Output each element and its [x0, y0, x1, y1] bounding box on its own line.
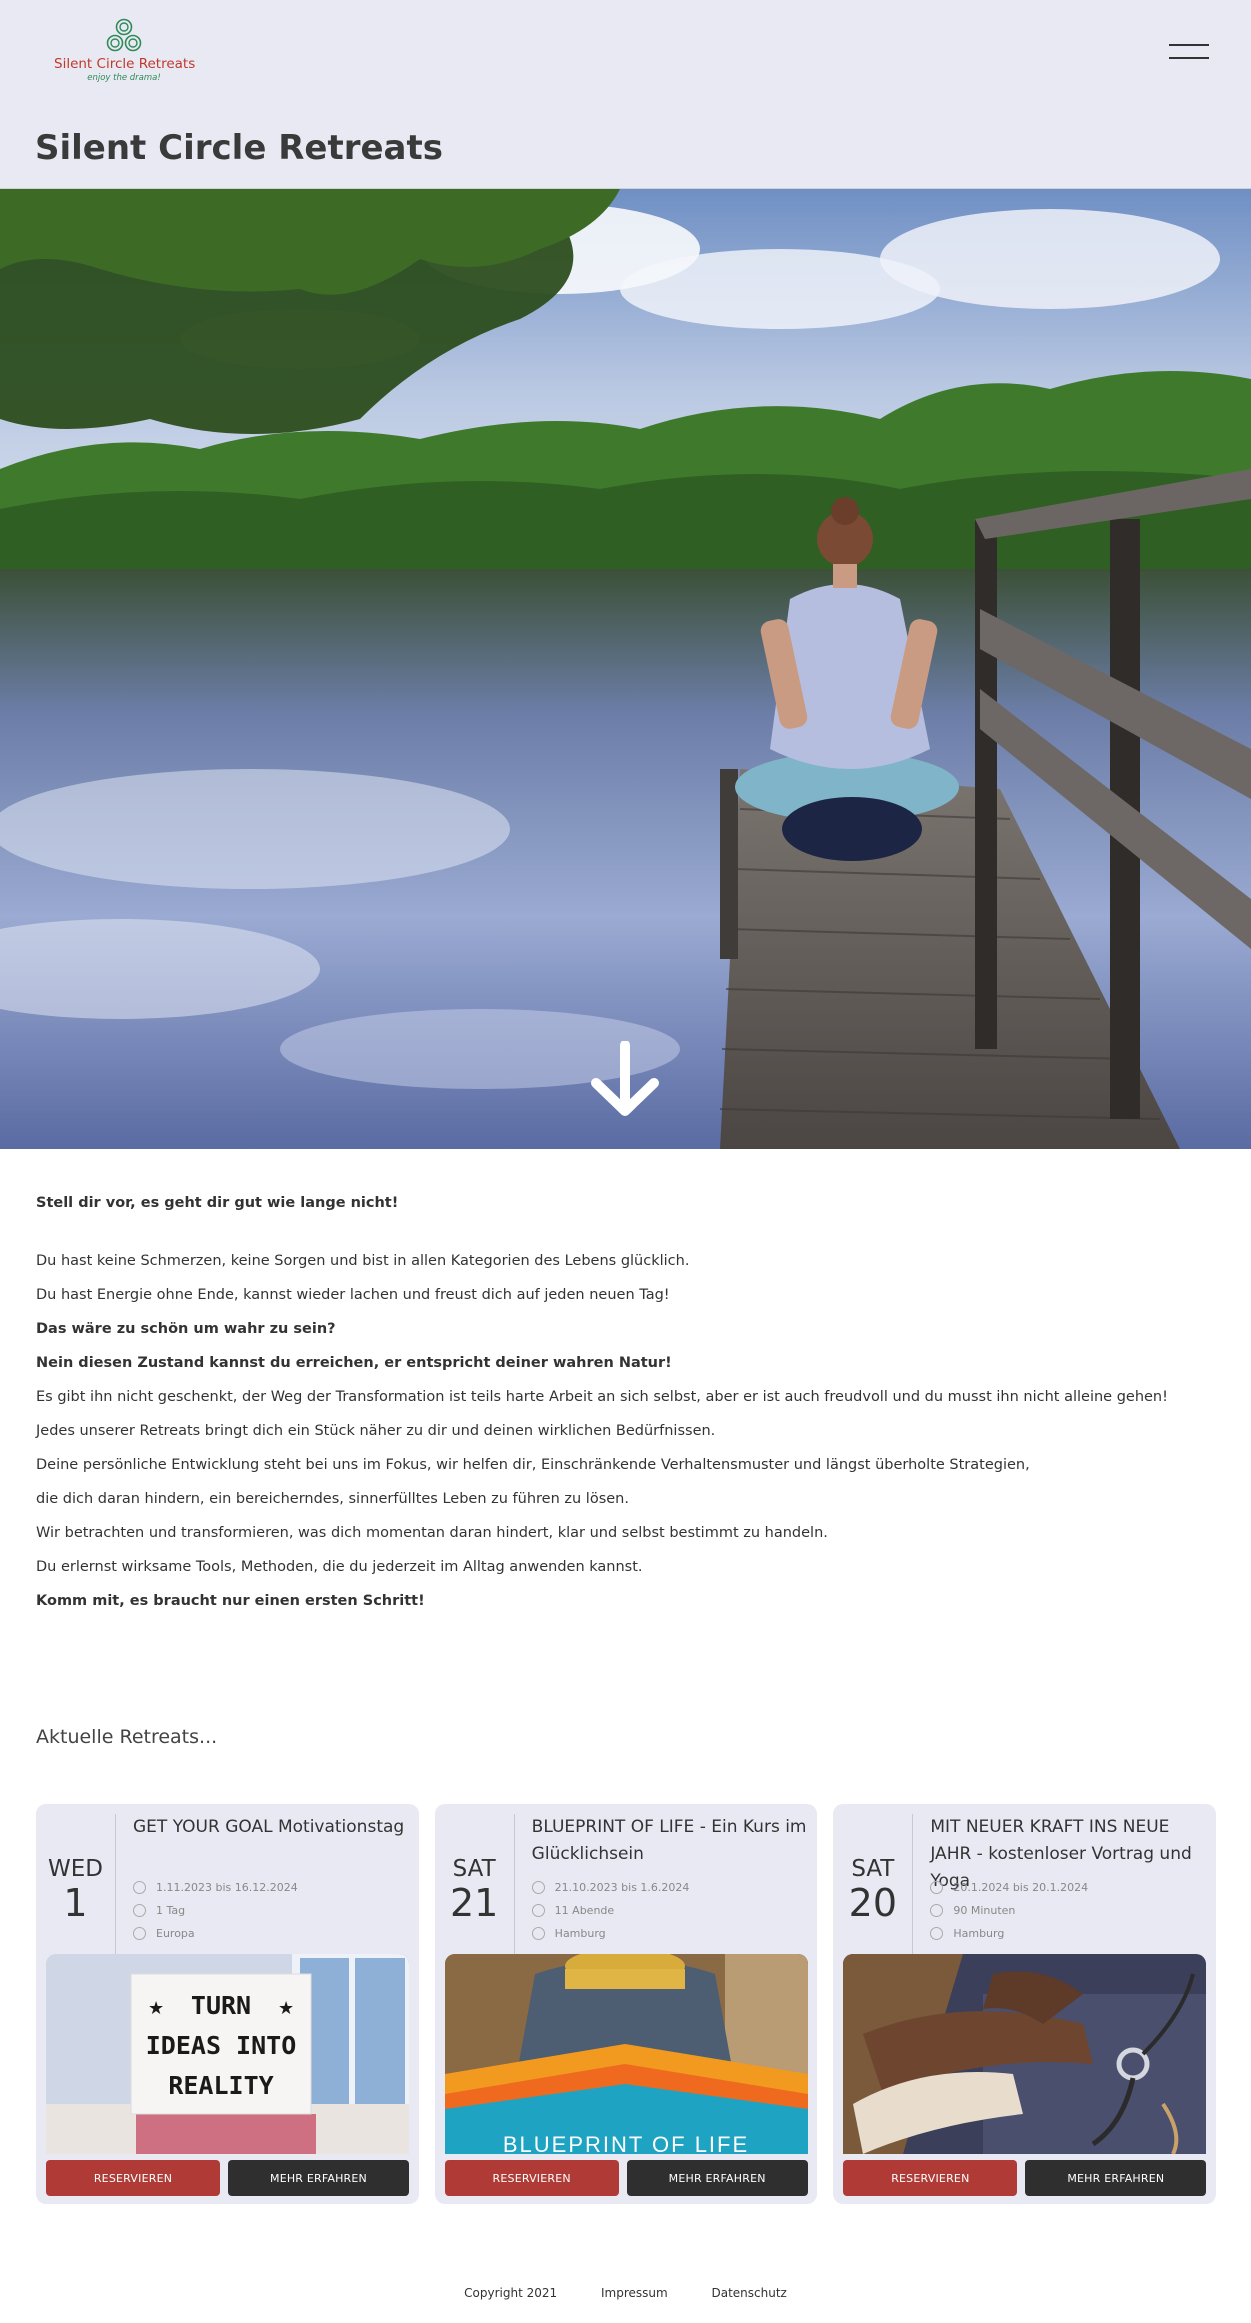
logo-tagline: enjoy the drama! — [87, 73, 161, 83]
intro-line: Du hast keine Schmerzen, keine Sorgen und bist in allen Kategorien des Lebens glücklich. — [36, 1253, 690, 1269]
intro-line: Du erlernst wirksame Tools, Methoden, die du jederzeit im Alltag anwenden kannst. — [36, 1559, 643, 1575]
card-title[interactable]: MIT NEUER KRAFT INS NEUE JAHR - kostenloser Vortrag und Yoga — [930, 1817, 1192, 1891]
intro-line: Wir betrachten und transformieren, was dich momentan daran hindert, klar und selbst bestimmt zu handeln. — [36, 1525, 828, 1541]
image-text-line: TURN — [190, 1991, 252, 2020]
logo-brand-text: Silent Circle Retreats — [54, 56, 196, 72]
retreats-heading: Aktuelle Retreats... — [36, 1726, 218, 1748]
location-icon — [930, 1927, 943, 1940]
intro-line: Deine persönliche Entwicklung steht bei uns im Fokus, wir helfen dir, Einschränkende Verhaltensmuster und längst überholte Strategien, — [36, 1457, 1030, 1473]
intro-line: Komm mit, es braucht nur einen ersten Schritt! — [36, 1593, 425, 1609]
card-dates — [930, 1876, 1210, 1899]
card-location-text: Hamburg — [953, 1927, 1005, 1940]
card-location-text: Europa — [156, 1927, 195, 1940]
card-actions — [445, 2160, 808, 2196]
card-location-text: Hamburg — [554, 1927, 606, 1940]
intro-line: Nein diesen Zustand kannst du erreichen, er entspricht deiner wahren Natur! — [36, 1355, 672, 1371]
card-duration-text: 90 Minuten — [953, 1904, 1016, 1917]
location-icon — [133, 1927, 146, 1940]
intro-line: Du hast Energie ohne Ende, kannst wieder lachen und freust dich auf jeden neuen Tag! — [36, 1287, 670, 1303]
card-day: 1 — [63, 1881, 88, 1925]
hamburger-menu-icon[interactable] — [1169, 44, 1209, 66]
image-text-line: IDEAS INTO — [145, 2031, 297, 2060]
medical-photo — [843, 1954, 1206, 2154]
clock-icon — [133, 1904, 146, 1917]
card-duration — [133, 1899, 413, 1922]
card-duration-text: 1 Tag — [156, 1904, 186, 1917]
card-duration — [532, 1899, 812, 1922]
lake-meditation-photo — [0, 189, 1251, 1149]
spacer — [36, 1220, 1215, 1244]
lightbox-sign-photo — [46, 1954, 409, 2154]
card-title[interactable]: BLUEPRINT OF LIFE - Ein Kurs im Glücklichsein — [531, 1817, 807, 1864]
reserve-button[interactable]: RESERVIEREN — [445, 2160, 619, 2196]
card-image[interactable] — [843, 1954, 1206, 2154]
menu-line — [1169, 44, 1209, 46]
card-day: 21 — [449, 1881, 499, 1925]
card-location — [930, 1922, 1210, 1945]
card-location — [532, 1922, 812, 1945]
intro-line: Es gibt ihn nicht geschenkt, der Weg der Transformation ist teils harte Arbeit an sich selbst, aber er ist auch freudvoll und du musst ihn nicht alleine gehen! — [36, 1389, 1168, 1405]
card-date — [435, 1814, 515, 1955]
footer-datenschutz-link[interactable]: Datenschutz — [711, 2286, 787, 2300]
retreat-card — [435, 1804, 818, 2204]
retreat-cards — [36, 1804, 1216, 2204]
clock-icon — [532, 1904, 545, 1917]
retreat-card — [833, 1804, 1216, 2204]
card-dates-text: 21.10.2023 bis 1.6.2024 — [554, 1881, 690, 1894]
triskele-logo-icon — [104, 18, 144, 54]
card-weekday: WED — [48, 1856, 103, 1882]
location-icon — [532, 1927, 545, 1940]
card-image[interactable] — [46, 1954, 409, 2154]
learn-more-button[interactable]: MEHR ERFAHREN — [228, 2160, 409, 2196]
blueprint-photo — [445, 1954, 808, 2154]
card-duration-text: 11 Abende — [554, 1904, 615, 1917]
intro-lead: Stell dir vor, es geht dir gut wie lange nicht! — [36, 1195, 399, 1211]
card-dates — [133, 1876, 413, 1899]
site-header — [0, 0, 1251, 189]
intro-line: Jedes unserer Retreats bringt dich ein Stück näher zu dir und deinen wirklichen Bedürfnissen. — [36, 1423, 716, 1439]
card-image[interactable] — [445, 1954, 808, 2154]
page-title: Silent Circle Retreats — [35, 128, 443, 168]
intro-line: die dich daran hindern, ein bereicherndes, sinnerfülltes Leben zu führen zu lösen. — [36, 1491, 629, 1507]
card-info — [930, 1814, 1210, 1945]
image-text-line: BLUEPRINT OF LIFE — [502, 2132, 749, 2154]
card-date — [833, 1814, 913, 1955]
hero-image — [0, 189, 1251, 1149]
site-footer — [0, 2286, 1251, 2300]
reserve-button[interactable]: RESERVIEREN — [843, 2160, 1017, 2196]
card-dates-text: 20.1.2024 bis 20.1.2024 — [953, 1881, 1089, 1894]
retreat-card — [36, 1804, 419, 2204]
card-day: 20 — [848, 1881, 898, 1925]
card-actions — [46, 2160, 409, 2196]
reserve-button[interactable]: RESERVIEREN — [46, 2160, 220, 2196]
card-date — [36, 1814, 116, 1955]
intro-section — [0, 1186, 1251, 1618]
card-weekday: SAT — [851, 1856, 895, 1882]
footer-impressum-link[interactable]: Impressum — [600, 2286, 668, 2300]
card-dates-text: 1.11.2023 bis 16.12.2024 — [156, 1881, 298, 1894]
card-location — [133, 1922, 413, 1945]
image-text-line: REALITY — [168, 2071, 274, 2100]
calendar-icon — [133, 1881, 146, 1894]
card-info — [532, 1814, 812, 1945]
learn-more-button[interactable]: MEHR ERFAHREN — [1025, 2160, 1206, 2196]
intro-line: Das wäre zu schön um wahr zu sein? — [36, 1321, 336, 1337]
clock-icon — [930, 1904, 943, 1917]
learn-more-button[interactable]: MEHR ERFAHREN — [627, 2160, 808, 2196]
card-duration — [930, 1899, 1210, 1922]
footer-copyright: Copyright 2021 — [464, 2286, 558, 2300]
menu-line — [1169, 57, 1209, 59]
card-dates — [532, 1876, 812, 1899]
star-icon: ★ — [278, 1998, 295, 2019]
card-actions — [843, 2160, 1206, 2196]
calendar-icon — [532, 1881, 545, 1894]
card-info — [133, 1814, 413, 1945]
site-logo[interactable] — [54, 18, 194, 88]
card-weekday: SAT — [452, 1856, 496, 1882]
star-icon: ★ — [148, 1998, 165, 2019]
card-title[interactable]: GET YOUR GOAL Motivationstag — [133, 1817, 405, 1837]
arrow-down-icon[interactable] — [590, 1041, 660, 1119]
